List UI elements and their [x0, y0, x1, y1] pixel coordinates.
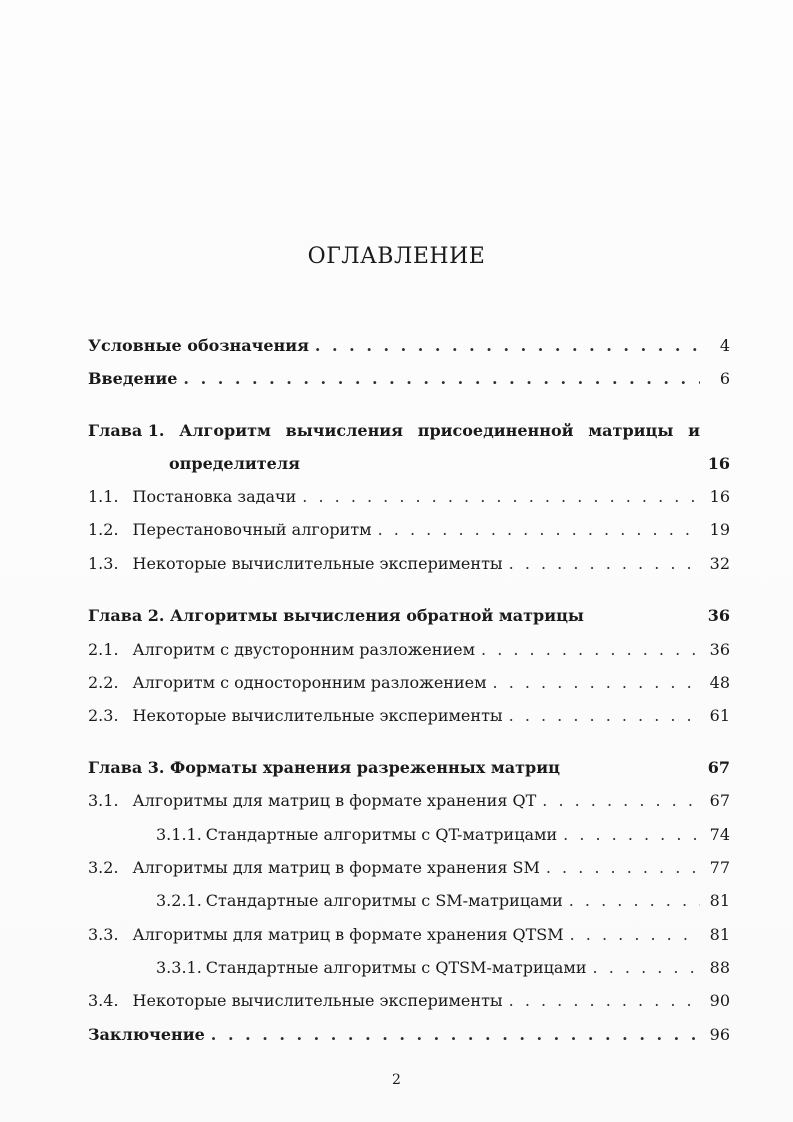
section-number: 3.2. — [88, 858, 119, 877]
section-number: 1.3. — [88, 554, 119, 573]
section-number: 2.2. — [88, 673, 119, 692]
toc-page: 67 — [707, 758, 730, 777]
chapter-prefix: Глава 1. — [88, 421, 165, 440]
toc-subsection-3-3-1[interactable] — [156, 958, 730, 978]
toc-label: Алгоритмы для матриц в формате хранения QTSM — [132, 925, 564, 944]
leader-dots — [563, 825, 700, 845]
toc-page: 88 — [709, 958, 730, 977]
leader-dots — [509, 554, 700, 574]
toc-label: Постановка задачи — [132, 487, 297, 506]
toc-entry-notation[interactable] — [88, 336, 730, 356]
section-number: 3.1. — [88, 791, 119, 810]
chapter-1-title-line1 — [88, 421, 700, 441]
toc-page: 32 — [709, 554, 730, 573]
toc-page: 74 — [709, 825, 730, 844]
chapter-word: Алгоритм — [179, 421, 271, 440]
toc-chapter-3[interactable] — [88, 758, 730, 778]
toc-label: Стандартные алгоритмы с SM-матрицами — [205, 891, 563, 910]
toc-page: 16 — [707, 454, 730, 473]
chapter-1-title-line2: определителя — [169, 454, 300, 473]
leader-dots — [315, 336, 700, 356]
section-number: 3.3.1. — [156, 958, 202, 977]
toc-page: 81 — [709, 925, 730, 944]
section-number: 3.2.1. — [156, 891, 202, 910]
toc-label: Глава 3. Форматы хранения разреженных матриц — [88, 758, 560, 777]
section-number: 2.3. — [88, 706, 119, 725]
toc-section-1-1[interactable] — [88, 487, 730, 507]
toc-label: Заключение — [88, 1025, 205, 1044]
leader-dots — [542, 791, 700, 811]
toc-page: 6 — [719, 369, 730, 388]
page-number: 2 — [392, 1072, 401, 1088]
toc-page: 77 — [709, 858, 730, 877]
leader-dots — [546, 858, 700, 878]
toc-section-3-4[interactable] — [88, 991, 730, 1011]
section-number: 1.1. — [88, 487, 119, 506]
chapter-word: присоединенной — [417, 421, 574, 440]
toc-section-2-3[interactable] — [88, 706, 730, 726]
toc-label: Стандартные алгоритмы с QTSM-матрицами — [205, 958, 587, 977]
toc-subsection-3-1-1[interactable] — [156, 825, 730, 845]
toc-page: 19 — [709, 520, 730, 539]
toc-label: Некоторые вычислительные эксперименты — [132, 706, 503, 725]
leader-dots — [481, 640, 700, 660]
leader-dots — [569, 891, 700, 911]
toc-label: Перестановочный алгоритм — [132, 520, 372, 539]
toc-label: Алгоритмы для матриц в формате хранения SM — [132, 858, 540, 877]
toc-label: Глава 2. Алгоритмы вычисления обратной матрицы — [88, 606, 584, 625]
toc-page: 81 — [709, 891, 730, 910]
toc-subsection-3-2-1[interactable] — [156, 891, 730, 911]
toc-page: 4 — [719, 336, 730, 355]
section-number: 2.1. — [88, 640, 119, 659]
toc-page: 96 — [709, 1025, 730, 1044]
toc-entry-intro[interactable] — [88, 369, 730, 389]
leader-dots — [378, 520, 700, 540]
toc-page: 36 — [709, 640, 730, 659]
leader-dots — [509, 991, 700, 1011]
toc-section-1-3[interactable] — [88, 554, 730, 574]
toc-page: 61 — [709, 706, 730, 725]
toc-section-3-3[interactable] — [88, 925, 730, 945]
toc-section-2-1[interactable] — [88, 640, 730, 660]
section-number: 1.2. — [88, 520, 119, 539]
toc-label: Алгоритм с односторонним разложением — [132, 673, 487, 692]
toc-page: 16 — [709, 487, 730, 506]
toc-label: Некоторые вычислительные эксперименты — [132, 554, 503, 573]
toc-page: 48 — [709, 673, 730, 692]
toc-section-1-2[interactable] — [88, 520, 730, 540]
toc-section-3-1[interactable] — [88, 791, 730, 811]
toc-label: Алгоритмы для матриц в формате хранения QT — [132, 791, 537, 810]
toc-section-3-2[interactable] — [88, 858, 730, 878]
leader-dots — [211, 1025, 700, 1045]
toc-label: Стандартные алгоритмы с QT-матрицами — [205, 825, 558, 844]
toc-page: 90 — [709, 991, 730, 1010]
section-number: 3.3. — [88, 925, 119, 944]
toc-label: Некоторые вычислительные эксперименты — [132, 991, 503, 1010]
leader-dots — [593, 958, 700, 978]
chapter-word: матрицы — [588, 421, 674, 440]
leader-dots — [570, 925, 700, 945]
toc-label: Алгоритм с двусторонним разложением — [132, 640, 476, 659]
leader-dots — [509, 706, 700, 726]
chapter-word: вычисления — [285, 421, 403, 440]
toc-label: Введение — [88, 369, 178, 388]
leader-dots — [183, 369, 700, 389]
leader-dots — [493, 673, 700, 693]
toc-chapter-1[interactable] — [88, 421, 730, 441]
leader-dots — [302, 487, 700, 507]
toc-chapter-1-line2[interactable] — [88, 454, 730, 474]
section-number: 3.4. — [88, 991, 119, 1010]
toc-entry-conclusion[interactable] — [88, 1025, 730, 1045]
chapter-word: и — [688, 421, 700, 440]
section-number: 3.1.1. — [156, 825, 202, 844]
toc-chapter-2[interactable] — [88, 606, 730, 626]
toc-page: 36 — [707, 606, 730, 625]
toc-page: 67 — [709, 791, 730, 810]
page-title: ОГЛАВЛЕНИЕ — [307, 244, 486, 269]
toc-label: Условные обозначения — [88, 336, 309, 355]
toc-section-2-2[interactable] — [88, 673, 730, 693]
